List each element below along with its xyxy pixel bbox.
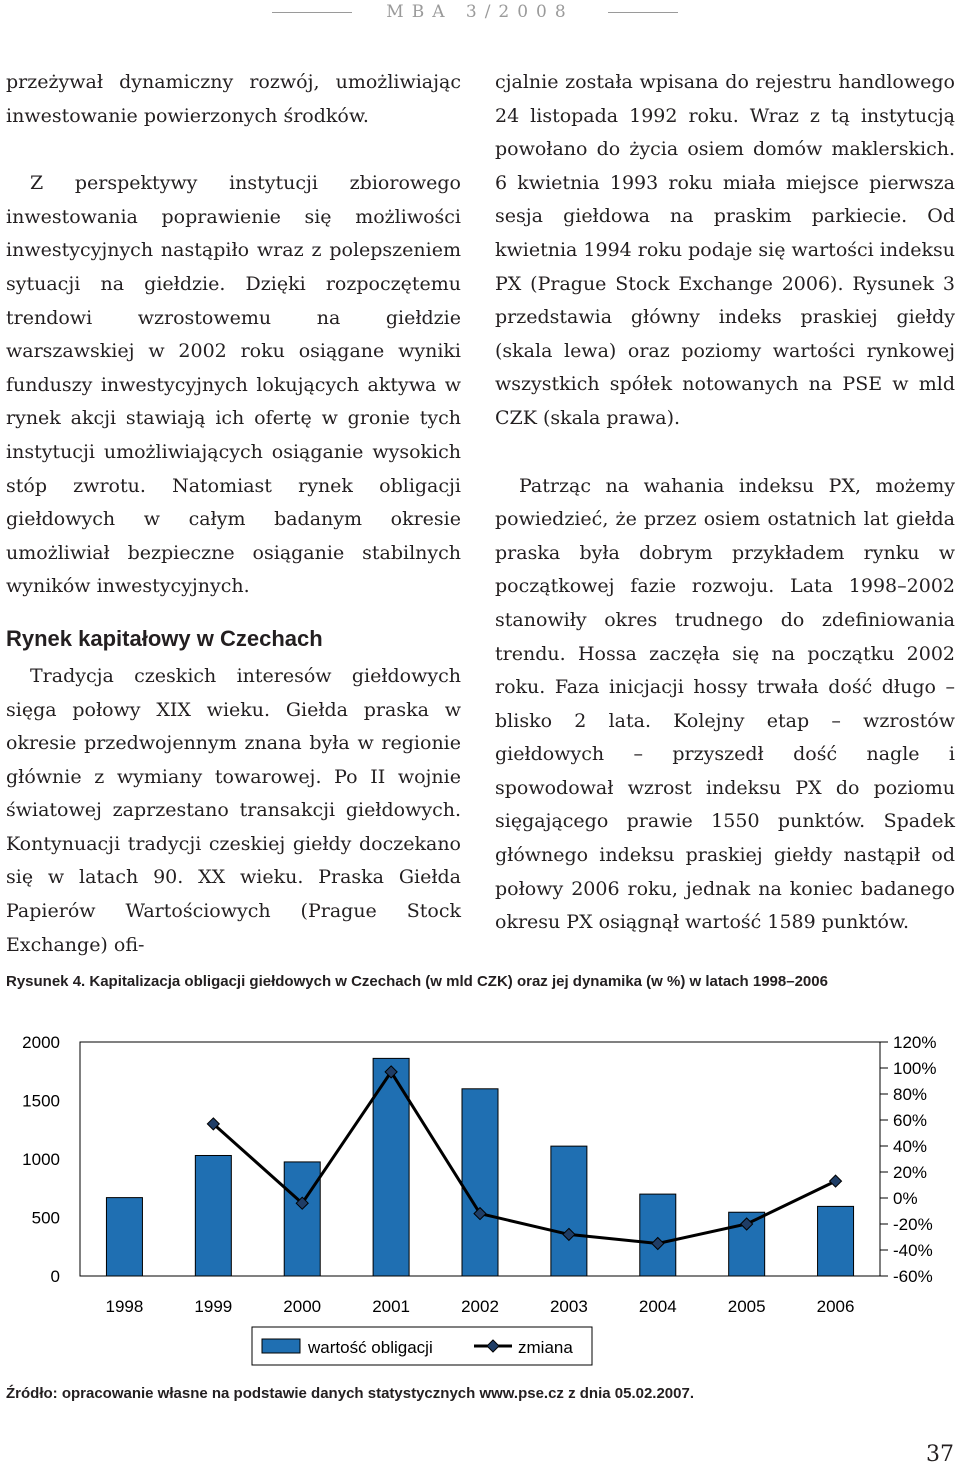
y-right-tick-label: -60% (893, 1267, 933, 1286)
bar (284, 1162, 320, 1276)
paragraph: Patrząc na wahania indeksu PX, możemy powiedzieć, że przez osiem ostatnich lat giełda praska była dobrym przykładem rynku w początkowej fazie rozwoju. Lata 1998–2002 stanowiły okres trudnego do zdefiniowania trendu. Hossa zaczęła się na początku 2002 roku. Faza inicjacji hossy trwała dość długo – blisko 2 lata. Kolejny etap – wzrostów giełdowych – przyszedł dość nagle i spowodował wzrost indeksu PX do poziomu sięgającego prawie 1550 punktów. Spadek głównego indeksu praskiej giełdy nastąpił od połowy 2006 roku, jednak na koniec badanego okresu PX osiągnął wartość 1589 punktów. (495, 474, 955, 934)
x-tick-label: 2006 (816, 1297, 855, 1316)
x-tick-label: 2003 (549, 1297, 588, 1316)
y-right-tick-label: 40% (893, 1137, 928, 1156)
paragraph: cjalnie została wpisana do rejestru handlowego 24 listopada 1992 roku. Wraz z tą instytucją powołano do życia osiem domów maklerskich. 6 kwietnia 1993 roku miała miejsce pierwsza sesja giełdowa na praskim parkiecie. Od kwietnia 1994 roku podaje się wartości indeksu PX (Prague Stock Exchange 2006). Rysunek 3 przedstawia główny indeks praskiej giełdy (skala lewa) oraz poziomy wartości rynkowej wszystkich spółek notowanych na PSE w mld CZK (skala prawa). (495, 71, 955, 429)
y-right-tick-label: 100% (893, 1059, 937, 1078)
right-column (495, 66, 955, 940)
bar (106, 1198, 142, 1276)
y-right-tick-label: 20% (893, 1163, 928, 1182)
y-right-tick-label: 120% (893, 1033, 937, 1052)
y-left-tick-label: 1500 (22, 1091, 60, 1111)
legend-label: zmiana (518, 1338, 573, 1357)
y-right-tick-label: -20% (893, 1215, 933, 1234)
legend-label: wartość obligacji (308, 1338, 433, 1357)
bar (551, 1146, 587, 1276)
left-column (6, 66, 461, 962)
chart (0, 1020, 960, 1380)
y-right-tick-label: 0% (893, 1189, 918, 1208)
figure-source: Źródło: opracowanie własne na podstawie danych statystycznych www.pse.cz z dnia 05.02.2007. (6, 1385, 695, 1402)
header-rule-right (608, 12, 678, 13)
y-left-tick-label: 0 (50, 1267, 60, 1286)
x-tick-label: 1999 (194, 1297, 233, 1316)
x-tick-label: 2002 (461, 1297, 499, 1316)
bar (818, 1206, 854, 1276)
y-right-tick-label: 60% (893, 1111, 928, 1130)
bar (462, 1089, 498, 1276)
y-left-tick-label: 2000 (22, 1033, 60, 1052)
figure-caption: Rysunek 4. Kapitalizacja obligacji giełdowych w Czechach (w mld CZK) oraz jej dynamika (w %) w latach 1998–2006 (6, 973, 828, 990)
line-marker (830, 1175, 842, 1187)
x-tick-label: 2001 (372, 1297, 411, 1316)
x-tick-label: 2000 (283, 1297, 322, 1316)
section-heading: Rynek kapitałowy w Czechach (6, 625, 323, 651)
journal-title: MBA 3/2008 (386, 2, 574, 22)
running-header (0, 0, 960, 24)
x-tick-label: 2005 (727, 1297, 766, 1316)
y-left-tick-label: 500 (31, 1208, 60, 1228)
page-number: 37 (926, 1442, 954, 1467)
y-left-tick-label: 1000 (22, 1150, 60, 1169)
paragraph: Z perspektywy instytucji zbiorowego inwestowania poprawienie się możliwości inwestycyjnych nastąpiło wraz z polepszeniem sytuacji na giełdzie. Dzięki rozpoczętemu trendowi wzrostowemu na giełdzie warszawskiej w 2002 roku osiągane wyniki funduszy inwestycyjnych lokujących aktywa w rynek akcji stawiają ich ofertę w gronie tych instytucji umożliwiających osiąganie wysokich stóp zwrotu. Natomiast rynek obligacji giełdowych w całym badanym okresie umożliwiał bezpieczne osiąganie stabilnych wyników inwestycyjnych. (6, 172, 461, 598)
bar (640, 1194, 676, 1276)
paragraph: Tradycja czeskich interesów giełdowych sięga połowy XIX wieku. Giełda praska w okresie przedwojennym znana była w regionie głównie z wymiany towarowej. Po II wojnie światowej zaprzestano transakcji giełdowych. Kontynuacji tradycji czeskiej giełdy doczekano się w latach 90. XX wieku. Praska Giełda Papierów Wartościowych (Prague Stock Exchange) ofi- (6, 664, 461, 956)
paragraph: przeżywał dynamiczny rozwój, umożliwiając inwestowanie powierzonych środków. (6, 71, 461, 127)
y-right-tick-label: -40% (893, 1241, 933, 1260)
chart-svg (0, 1020, 960, 1380)
x-tick-label: 1998 (105, 1297, 144, 1316)
bar (195, 1155, 231, 1276)
legend-swatch-bars (262, 1339, 300, 1353)
y-right-tick-label: 80% (893, 1085, 928, 1104)
x-tick-label: 2004 (638, 1297, 677, 1316)
